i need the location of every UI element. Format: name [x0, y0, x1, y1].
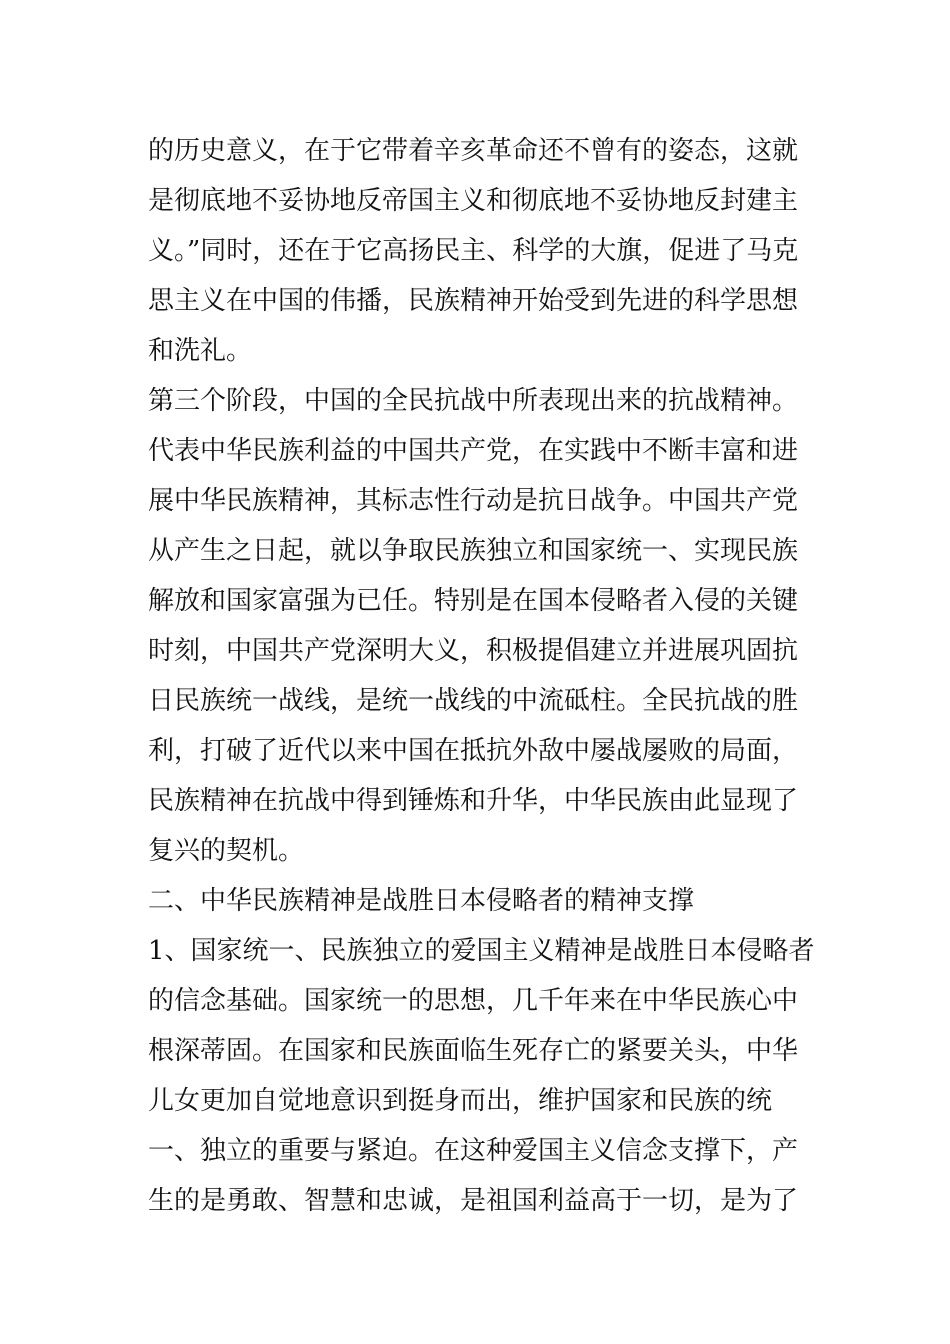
- section-heading: 二、中华民族精神是战胜日本侵略者的精神支撑: [148, 886, 695, 916]
- text-line: 第三个阶段，中国的全民抗战中所表现出来的抗战精神。: [148, 386, 799, 416]
- text-line: 的历史意义，在于它带着辛亥革命还不曾有的姿态，这就: [148, 136, 799, 166]
- text-line: 是彻底地不妥协地反帝国主义和彻底地不妥协地反封建主: [148, 186, 799, 216]
- text-line: 义。”同时，还在于它高扬民主、科学的大旗，促进了马克: [148, 236, 799, 266]
- text-line: 代表中华民族利益的中国共产党，在实践中不断丰富和进: [148, 436, 799, 466]
- text-line: 民族精神在抗战中得到锤炼和升华，中华民族由此显现了: [148, 786, 799, 816]
- text-line: 根深蒂固。在国家和民族面临生死存亡的紧要关头，中华: [148, 1036, 799, 1066]
- text-line: 解放和国家富强为已任。特别是在国本侵略者入侵的关键: [148, 586, 799, 616]
- text-line: 从产生之日起，就以争取民族独立和国家统一、实现民族: [148, 536, 799, 566]
- text-line: 和洗礼。: [148, 336, 253, 366]
- text-line: 利，打破了近代以来中国在抵抗外敌中屡战屡败的局面，: [148, 736, 799, 766]
- text-line: 展中华民族精神，其标志性行动是抗日战争。中国共产党: [148, 486, 799, 516]
- text-line: 一、独立的重要与紧迫。在这种爱国主义信念支撑下，产: [148, 1136, 799, 1166]
- text-line: 1、国家统一、民族独立的爱国主义精神是战胜日本侵略者: [148, 936, 815, 966]
- text-line: 儿女更加自觉地意识到挺身而出，维护国家和民族的统: [148, 1086, 773, 1116]
- text-line: 时刻，中国共产党深明大义，积极提倡建立并进展巩固抗: [148, 636, 799, 666]
- text-line: 思主义在中国的伟播，民族精神开始受到先进的科学思想: [148, 286, 799, 316]
- text-line: 生的是勇敢、智慧和忠诚，是祖国利益高于一切，是为了: [148, 1186, 799, 1216]
- text-line: 的信念基础。国家统一的思想，几千年来在中华民族心中: [148, 986, 799, 1016]
- text-line: 日民族统一战线，是统一战线的中流砥柱。全民抗战的胜: [148, 686, 799, 716]
- text-line: 复兴的契机。: [148, 836, 305, 866]
